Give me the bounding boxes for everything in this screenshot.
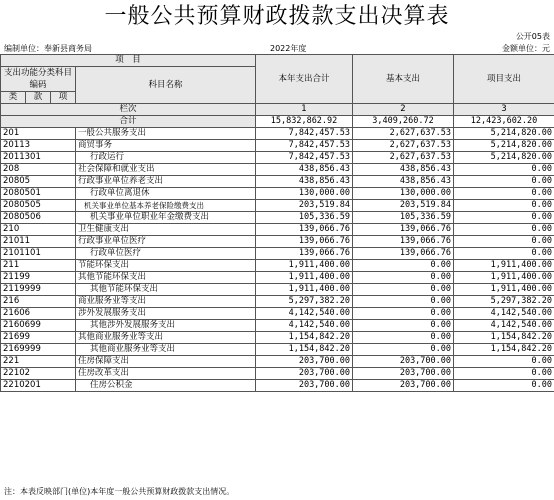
table-row bbox=[1, 380, 554, 392]
fiscal-year: 2022年度 bbox=[270, 44, 307, 53]
table-row bbox=[1, 176, 554, 188]
project-cell: 0.00 bbox=[454, 248, 554, 260]
header-xiang: 项 bbox=[51, 92, 76, 104]
header-subject-name: 科目名称 bbox=[76, 67, 256, 104]
header-project: 项目支出 bbox=[454, 55, 554, 104]
table-row bbox=[1, 332, 554, 344]
table-row bbox=[1, 368, 554, 380]
table-row bbox=[1, 272, 554, 284]
subject-name-cell: 涉外发展服务支出 bbox=[76, 308, 256, 320]
table-row bbox=[1, 320, 554, 332]
project-cell: 5,214,820.00 bbox=[454, 140, 554, 152]
project-cell: 0.00 bbox=[454, 164, 554, 176]
basic-cell: 203,700.00 bbox=[353, 356, 454, 368]
func-code-cell: 2210201 bbox=[1, 380, 76, 392]
project-cell: 0.00 bbox=[454, 188, 554, 200]
project-cell: 1,154,842.20 bbox=[454, 332, 554, 344]
table-row bbox=[1, 152, 554, 164]
basic-cell: 438,856.43 bbox=[353, 164, 454, 176]
header-item: 项 目 bbox=[1, 55, 256, 67]
func-code-cell: 21199 bbox=[1, 272, 76, 284]
column-label: 栏次 bbox=[1, 104, 256, 116]
project-cell: 0.00 bbox=[454, 176, 554, 188]
table-row bbox=[1, 296, 554, 308]
total-cell: 203,700.00 bbox=[256, 356, 353, 368]
report-title: 一般公共预算财政拨款支出决算表 bbox=[104, 4, 450, 29]
subject-name-cell: 行政单位医疗 bbox=[76, 248, 256, 260]
table-row bbox=[1, 308, 554, 320]
project-cell: 5,297,382.20 bbox=[454, 296, 554, 308]
col-number-1: 1 bbox=[256, 104, 353, 116]
basic-cell: 2,627,637.53 bbox=[353, 140, 454, 152]
subject-name-cell: 行政事业单位养老支出 bbox=[76, 176, 256, 188]
basic-cell: 0.00 bbox=[353, 308, 454, 320]
total-cell: 139,066.76 bbox=[256, 224, 353, 236]
total-cell: 4,142,540.00 bbox=[256, 320, 353, 332]
func-code-cell: 2080505 bbox=[1, 200, 76, 212]
total-cell: 7,842,457.53 bbox=[256, 128, 353, 140]
func-code-cell: 2011301 bbox=[1, 152, 76, 164]
project-cell: 1,154,842.20 bbox=[454, 344, 554, 356]
subject-name-cell: 其他商业服务业等支出 bbox=[76, 332, 256, 344]
subject-name-cell: 其他节能环保支出 bbox=[76, 272, 256, 284]
header-lei: 类 bbox=[1, 92, 26, 104]
subject-name-cell: 一般公共服务支出 bbox=[76, 128, 256, 140]
total-cell: 7,842,457.53 bbox=[256, 140, 353, 152]
project-cell: 0.00 bbox=[454, 368, 554, 380]
subject-name-cell: 住房公积金 bbox=[76, 380, 256, 392]
subject-name-cell: 机关事业单位职业年金缴费支出 bbox=[76, 212, 256, 224]
col-number-3: 3 bbox=[454, 104, 554, 116]
func-code-cell: 21606 bbox=[1, 308, 76, 320]
total-cell: 4,142,540.00 bbox=[256, 308, 353, 320]
basic-cell: 139,066.76 bbox=[353, 236, 454, 248]
func-code-cell: 216 bbox=[1, 296, 76, 308]
table-row bbox=[1, 248, 554, 260]
func-code-cell: 21011 bbox=[1, 236, 76, 248]
footnote: 注：本表反映部门(单位)本年度一般公共预算财政拨款支出情况。 bbox=[4, 487, 235, 496]
project-cell: 1,911,400.00 bbox=[454, 260, 554, 272]
basic-cell: 0.00 bbox=[353, 296, 454, 308]
func-code-cell: 20113 bbox=[1, 140, 76, 152]
subject-name-cell: 住房保障支出 bbox=[76, 356, 256, 368]
total-cell: 1,154,842.20 bbox=[256, 332, 353, 344]
func-code-cell: 211 bbox=[1, 260, 76, 272]
subject-name-cell: 行政事业单位医疗 bbox=[76, 236, 256, 248]
basic-cell: 203,700.00 bbox=[353, 380, 454, 392]
basic-cell: 0.00 bbox=[353, 284, 454, 296]
total-cell: 5,297,382.20 bbox=[256, 296, 353, 308]
basic-cell: 139,066.76 bbox=[353, 248, 454, 260]
func-code-cell: 22102 bbox=[1, 368, 76, 380]
sum-label: 合计 bbox=[1, 116, 256, 128]
subject-name-cell: 机关事业单位基本养老保险缴费支出 bbox=[76, 200, 256, 212]
subject-name-cell: 其他商业服务业等支出 bbox=[76, 344, 256, 356]
subject-name-cell: 行政运行 bbox=[76, 152, 256, 164]
project-cell: 0.00 bbox=[454, 224, 554, 236]
header-total: 本年支出合计 bbox=[256, 55, 353, 104]
func-code-cell: 2101101 bbox=[1, 248, 76, 260]
total-cell: 139,066.76 bbox=[256, 236, 353, 248]
total-cell: 130,000.00 bbox=[256, 188, 353, 200]
sum-basic: 3,409,260.72 bbox=[353, 116, 454, 128]
func-code-cell: 2080501 bbox=[1, 188, 76, 200]
total-cell: 438,856.43 bbox=[256, 164, 353, 176]
reporting-unit: 编制单位：奉新县商务局 bbox=[4, 44, 92, 53]
table-row bbox=[1, 212, 554, 224]
func-code-cell: 2080506 bbox=[1, 212, 76, 224]
subject-name-cell: 行政单位离退休 bbox=[76, 188, 256, 200]
func-code-cell: 208 bbox=[1, 164, 76, 176]
table-row bbox=[1, 200, 554, 212]
project-cell: 4,142,540.00 bbox=[454, 320, 554, 332]
subject-name-cell: 其他节能环保支出 bbox=[76, 284, 256, 296]
header-kuan: 款 bbox=[26, 92, 51, 104]
basic-cell: 203,519.84 bbox=[353, 200, 454, 212]
basic-cell: 0.00 bbox=[353, 344, 454, 356]
table-row bbox=[1, 128, 554, 140]
table-row bbox=[1, 236, 554, 248]
table-row bbox=[1, 284, 554, 296]
func-code-cell: 20805 bbox=[1, 176, 76, 188]
total-cell: 203,700.00 bbox=[256, 368, 353, 380]
total-cell: 105,336.59 bbox=[256, 212, 353, 224]
header-func-code: 支出功能分类科目编码 bbox=[1, 67, 76, 92]
subject-name-cell: 其他涉外发展服务支出 bbox=[76, 320, 256, 332]
project-cell: 0.00 bbox=[454, 200, 554, 212]
table-row bbox=[1, 356, 554, 368]
sum-project: 12,423,602.20 bbox=[454, 116, 554, 128]
subject-name-cell: 社会保障和就业支出 bbox=[76, 164, 256, 176]
total-cell: 438,856.43 bbox=[256, 176, 353, 188]
total-cell: 1,911,400.00 bbox=[256, 284, 353, 296]
table-row bbox=[1, 140, 554, 152]
func-code-cell: 21699 bbox=[1, 332, 76, 344]
func-code-cell: 201 bbox=[1, 128, 76, 140]
basic-cell: 0.00 bbox=[353, 260, 454, 272]
project-cell: 5,214,820.00 bbox=[454, 152, 554, 164]
func-code-cell: 2119999 bbox=[1, 284, 76, 296]
project-cell: 0.00 bbox=[454, 380, 554, 392]
total-cell: 203,700.00 bbox=[256, 380, 353, 392]
subject-name-cell: 商贸事务 bbox=[76, 140, 256, 152]
total-cell: 7,842,457.53 bbox=[256, 152, 353, 164]
table-row bbox=[1, 224, 554, 236]
basic-cell: 438,856.43 bbox=[353, 176, 454, 188]
expenditure-table bbox=[0, 54, 554, 392]
table-row bbox=[1, 188, 554, 200]
basic-cell: 0.00 bbox=[353, 272, 454, 284]
table-row bbox=[1, 164, 554, 176]
basic-cell: 105,336.59 bbox=[353, 212, 454, 224]
subject-name-cell: 节能环保支出 bbox=[76, 260, 256, 272]
project-cell: 1,911,400.00 bbox=[454, 272, 554, 284]
func-code-cell: 2169999 bbox=[1, 344, 76, 356]
project-cell: 0.00 bbox=[454, 356, 554, 368]
project-cell: 1,911,400.00 bbox=[454, 284, 554, 296]
table-row bbox=[1, 260, 554, 272]
basic-cell: 0.00 bbox=[353, 320, 454, 332]
project-cell: 4,142,540.00 bbox=[454, 308, 554, 320]
project-cell: 5,214,820.00 bbox=[454, 128, 554, 140]
basic-cell: 2,627,637.53 bbox=[353, 152, 454, 164]
total-cell: 203,519.84 bbox=[256, 200, 353, 212]
col-number-2: 2 bbox=[353, 104, 454, 116]
total-cell: 1,911,400.00 bbox=[256, 272, 353, 284]
func-code-cell: 210 bbox=[1, 224, 76, 236]
basic-cell: 130,000.00 bbox=[353, 188, 454, 200]
basic-cell: 203,700.00 bbox=[353, 368, 454, 380]
sum-total: 15,832,862.92 bbox=[256, 116, 353, 128]
subject-name-cell: 商业服务业等支出 bbox=[76, 296, 256, 308]
subject-name-cell: 住房改革支出 bbox=[76, 368, 256, 380]
basic-cell: 139,066.76 bbox=[353, 224, 454, 236]
func-code-cell: 221 bbox=[1, 356, 76, 368]
total-cell: 139,066.76 bbox=[256, 248, 353, 260]
subject-name-cell: 卫生健康支出 bbox=[76, 224, 256, 236]
project-cell: 0.00 bbox=[454, 212, 554, 224]
table-row bbox=[1, 344, 554, 356]
basic-cell: 2,627,637.53 bbox=[353, 128, 454, 140]
total-cell: 1,154,842.20 bbox=[256, 344, 353, 356]
func-code-cell: 2160699 bbox=[1, 320, 76, 332]
form-code: 公开05表 bbox=[515, 32, 550, 41]
basic-cell: 0.00 bbox=[353, 332, 454, 344]
project-cell: 0.00 bbox=[454, 236, 554, 248]
header-basic: 基本支出 bbox=[353, 55, 454, 104]
currency-unit: 金额单位：元 bbox=[502, 44, 550, 53]
total-cell: 1,911,400.00 bbox=[256, 260, 353, 272]
